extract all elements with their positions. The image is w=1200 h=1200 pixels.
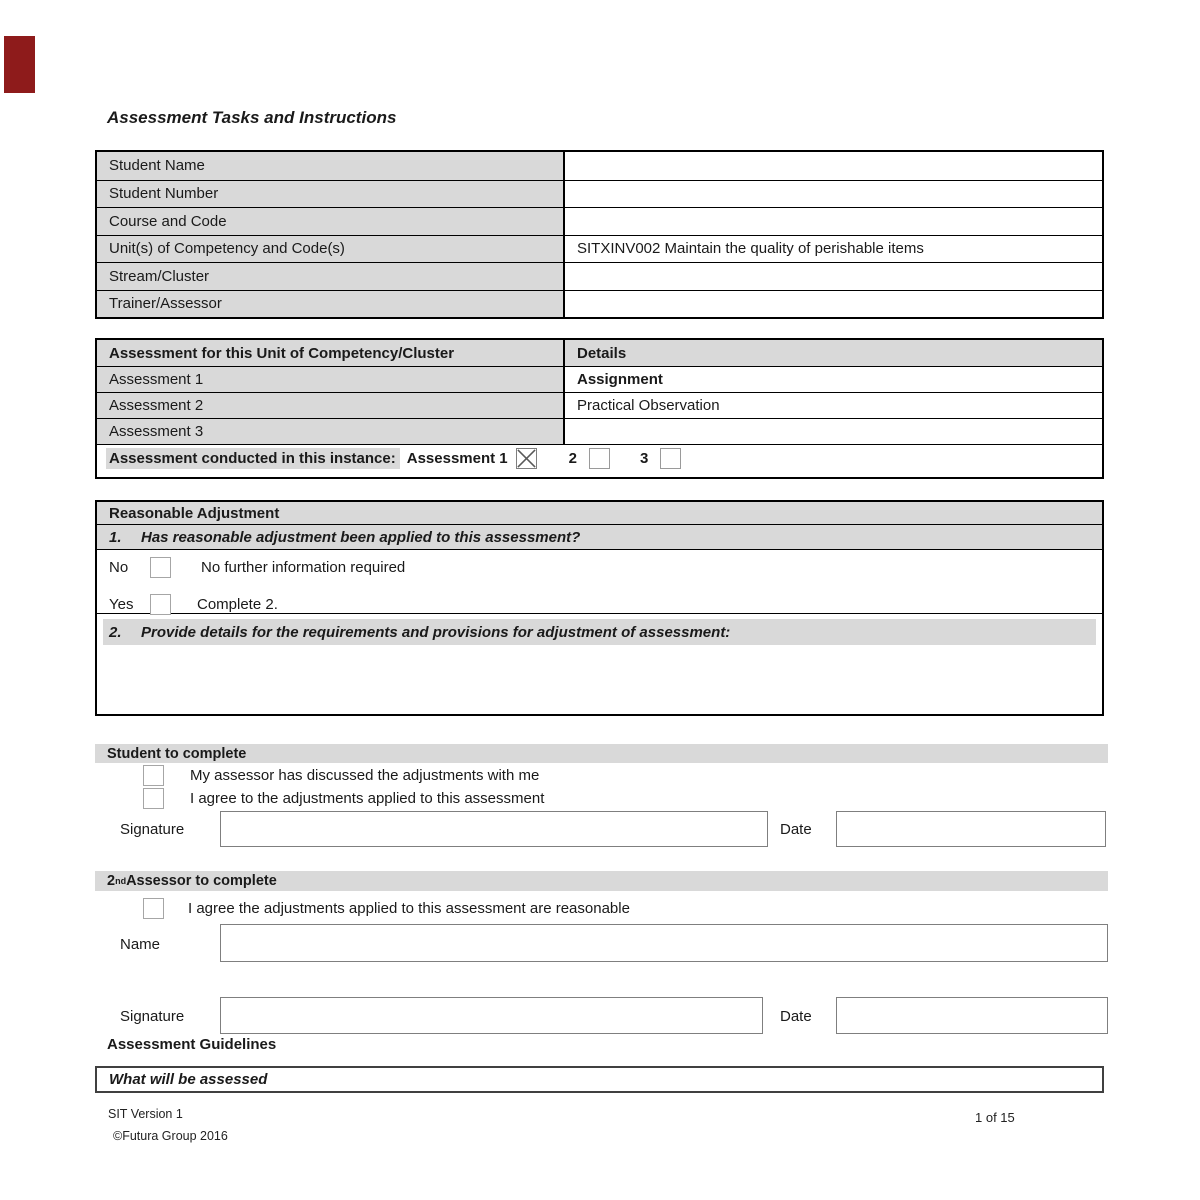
footer-copyright: ©Futura Group 2016 [113,1129,228,1143]
question-1-row [97,525,1102,550]
table-row [97,180,1102,208]
second-assessor-title-sup: nd [115,876,127,886]
question-2-number: 2. [109,623,122,641]
assessor-date-label: Date [780,1008,812,1025]
assessor-date-field[interactable] [836,997,1108,1034]
assessments-header-col2: Details [565,340,1102,366]
yes-label: Yes [109,596,134,613]
conducted-option-1-label: Assessment 1 [406,450,508,467]
assessment-conducted-row [97,444,1102,472]
page-marker [4,36,35,93]
assessment-3-label: Assessment 3 [97,419,565,444]
question-1-number: 1. [109,528,122,546]
conducted-option-2-label: 2 [568,450,577,467]
question-2-text: Provide details for the requirements and provisions for adjustment of assessment: [141,623,731,641]
table-row [97,235,1102,263]
student-to-complete-header: Student to complete [95,744,1108,763]
x-mark-icon [517,449,536,468]
assessments-table [95,338,1104,479]
yes-checkbox[interactable] [150,594,171,615]
assessment-1-label: Assessment 1 [97,367,565,392]
adjustments-reasonable-checkbox[interactable] [143,898,164,919]
stream-cluster-label: Stream/Cluster [97,263,565,290]
adjustments-reasonable-text: I agree the adjustments applied to this assessment are reasonable [188,900,630,917]
course-code-field[interactable] [565,208,1102,235]
assessor-name-label: Name [120,936,161,953]
table-row [97,366,1102,392]
student-signature-field[interactable] [220,811,768,847]
question-2-cell[interactable] [97,614,1102,714]
student-signature-label: Signature [120,821,185,838]
reasonable-adjustment-header: Reasonable Adjustment [97,502,1102,525]
assessment-1-checkbox[interactable] [516,448,537,469]
unit-competency-label: Unit(s) of Competency and Code(s) [97,236,565,263]
assessment-1-value: Assignment [565,367,1102,392]
yes-no-cell [97,550,1102,614]
footer-page-number: 1 of 15 [975,1110,1015,1125]
student-name-label: Student Name [97,152,565,180]
question-1-text: Has reasonable adjustment been applied to this assessment? [141,528,581,546]
no-label: No [109,559,129,576]
table-row [97,290,1102,318]
second-assessor-title-rest: Assessor to complete [126,873,277,889]
assessments-header-col1: Assessment for this Unit of Competency/Cluster [97,340,565,366]
table-header-row [97,340,1102,366]
table-row [97,207,1102,235]
student-checkbox-row-1 [143,765,539,786]
reasonable-adjustment-table [95,500,1104,716]
assessor-signature-field[interactable] [220,997,763,1034]
page-title: Assessment Tasks and Instructions [107,108,397,127]
assessment-2-label: Assessment 2 [97,393,565,418]
table-row [97,418,1102,444]
assessment-3-checkbox[interactable] [660,448,681,469]
unit-competency-value: SITXINV002 Maintain the quality of perishable items [565,236,1102,263]
student-checkbox-row-2 [143,788,544,809]
course-code-label: Course and Code [97,208,565,235]
footer-version: SIT Version 1 [108,1107,183,1121]
yes-option-row [109,594,278,615]
what-will-be-assessed-row: What will be assessed [95,1066,1104,1093]
table-row [97,152,1102,180]
student-name-field[interactable] [565,152,1102,180]
assessment-3-value [565,419,1102,444]
trainer-assessor-label: Trainer/Assessor [97,291,565,318]
no-option-text: No further information required [201,559,406,576]
student-date-field[interactable] [836,811,1106,847]
yes-option-text: Complete 2. [197,596,278,613]
student-date-label: Date [780,821,812,838]
no-option-row [109,557,405,578]
agree-adjustments-text: I agree to the adjustments applied to this assessment [190,790,545,807]
trainer-assessor-field[interactable] [565,291,1102,318]
student-number-label: Student Number [97,181,565,208]
assessor-checkbox-row [143,898,630,919]
assessor-discussed-checkbox[interactable] [143,765,164,786]
student-number-field[interactable] [565,181,1102,208]
table-row [97,262,1102,290]
assessor-signature-label: Signature [120,1008,185,1025]
second-assessor-title-num: 2 [107,873,116,889]
assessor-discussed-text: My assessor has discussed the adjustments with me [190,767,540,784]
stream-cluster-field[interactable] [565,263,1102,290]
no-checkbox[interactable] [150,557,171,578]
conducted-option-3-label: 3 [640,450,649,467]
second-assessor-header [95,871,1108,891]
question-2-heading [103,619,1096,645]
assessment-2-checkbox[interactable] [589,448,610,469]
agree-adjustments-checkbox[interactable] [143,788,164,809]
student-info-table [95,150,1104,319]
assessor-name-field[interactable] [220,924,1108,962]
assessment-conducted-label: Assessment conducted in this instance: [106,448,400,469]
assessment-2-value: Practical Observation [565,393,1102,418]
assessment-guidelines-heading: Assessment Guidelines [107,1036,277,1053]
table-row [97,392,1102,418]
